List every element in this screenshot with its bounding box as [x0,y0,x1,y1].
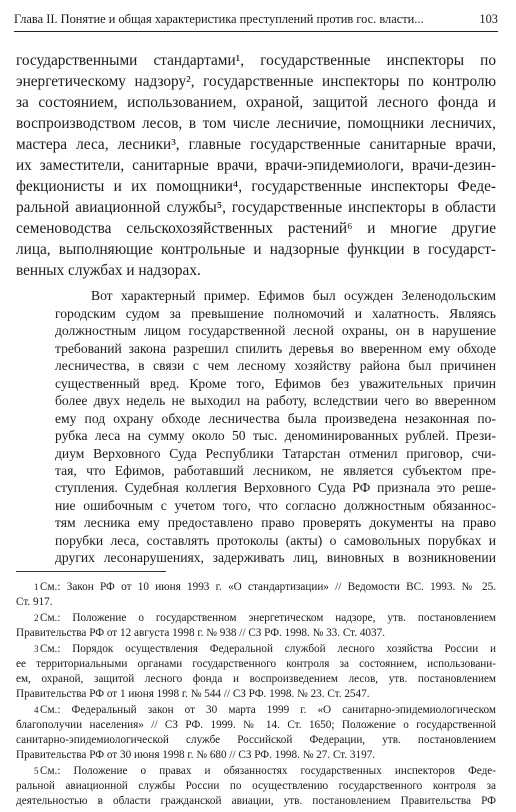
running-header [14,12,498,32]
footnote-line: ее территориальными органами государственного контроля за состоянием, использовани- [16,658,496,670]
footnote-number: 5 [34,766,39,776]
example-line: требований закона разрешил спилить деревья во вверенном ему обходе [55,341,496,356]
example-line: тям лесника ему предоставлено право проверять документы на право [55,515,496,530]
footnote-number: 3 [34,644,39,654]
example-line: более двух недель не выходил на работу, вследствии чего во вверенном [55,393,496,408]
example-line: порубки леса, составлять протоколы (акты) о самовольных порубках и [55,533,496,548]
example-line: Вот характерный пример. Ефимов был осужден Зеленодольским [91,288,496,303]
footnote-line: Правительства РФ от 12 августа 1998 г. № 938 // СЗ РФ. 1998. № 33. Ст. 4037. [16,627,385,639]
footnote-number: 2 [34,613,39,623]
footnote-line: ральной авиационной службы России по осуществлению государственного контроля за [16,780,496,792]
example-line: диум Верховного Суда Республики Татарстан отменил приговор, счи- [55,446,496,461]
body-line: фекционисты и их помощники⁴, государственные инспекторы Феде- [16,178,496,195]
example-line: ступления. Судебная коллегия Верховного Суда РФ признала это реше- [55,480,496,495]
footnote-line: Правительства РФ от 30 июня 1998 г. № 680 // СЗ РФ. 1998. № 27. Ст. 3197. [16,749,376,761]
footnote-line: ем, охраной, защитой лесного фонда и воспроизведением лесов, утв. постановлением [16,673,496,685]
header-rule [14,31,498,32]
footnote-line: 3 См.: Порядок осуществления Федеральной службой лесного хозяйства России и [16,642,496,658]
body-line: лица, выполняющие контрольные и надзорные функции в государст- [16,241,496,258]
example-line: городским судом за превышение полномочий и халатность. Являясь [55,306,496,321]
footnote-line: 5 См.: Положение о правах и обязанностях государственных инспекторов Феде- [16,764,496,780]
example-line: тая, что Ефимов, работавший лесником, не является субъектом пре- [55,463,496,478]
footnote-line: 4 См.: Федеральный закон от 30 марта 1999 г. «О санитарно-эпидемиологическом [16,703,496,719]
body-line: государственными стандартами¹, государственные инспекторы по [16,52,496,69]
footnote-line: Правительства РФ от 1 июня 1998 г. № 544 // СЗ РФ. 1998. № 23. Ст. 2547. [16,688,370,700]
footnote-number: 1 [34,582,39,592]
body-line: венных службах и надзорах. [16,262,201,279]
page-number: 103 [479,12,498,26]
body-line: их заместители, санитарные врачи, врачи-эпидемиологи, врачи-дезин- [16,157,496,174]
body-line: за состоянием, использованием, охраной, защитой лесного фонда и [16,94,496,111]
footnote-line: 1 См.: Закон РФ от 10 июня 1993 г. «О стандартизации» // Ведомости ВС. 1993. № 25. [16,580,496,596]
body-line: воспроизводством лесов, в том числе лесничие, помощники лесничих, [16,115,496,132]
example-line: ему под охрану обходе лесничества была произведена незаконная по- [55,411,496,426]
footnote-line: Ст. 917. [16,596,53,608]
footnote-line: санитарно-эпидемиологической службе Российской Федерации, утв. постановлением [16,734,496,746]
body-line: ральной авиационной службы⁵, государственные инспекторы в области [16,199,496,216]
example-line: рубка леса на сумму около 50 тыс. деноминированных рублей. Прези- [55,428,496,443]
chapter-title: Глава II. Понятие и общая характеристика преступлений против гос. власти... [14,12,424,26]
example-line: должностным лицом государственной лесной охраны, он в нарушение [55,323,496,338]
footnote-number: 4 [34,705,39,715]
example-line: ние ошибочным с учетом того, что согласно должностным обязаннос- [55,498,496,513]
body-line: мастера леса, лесники³, главные государственные санитарные врачи, [16,136,496,153]
example-line: существенный вред. Кроме того, Ефимов без уважительных причин [55,376,496,391]
example-line: других лесонарушениях, задерживать лиц, виновных в возникновении [55,550,496,565]
body-line: энергетическому надзору², государственные инспекторы по контролю [16,73,496,90]
footnote-line: 2 См.: Положение о государственном энергетическом надзоре, утв. постановлением [16,611,496,627]
footnote-rule [16,571,166,572]
example-line: лесничества, в связи с чем лесному хозяйству района был причинен [55,358,496,373]
footnote-line: благополучии населения» // СЗ РФ. 1999. № 14. Ст. 1650; Положение о государственной [16,719,496,731]
body-line: семеноводства сельскохозяйственных растений⁶ и многие другие [16,220,496,237]
footnote-line: деятельностью в области гражданской авиации, утв. постановлением Правительства РФ [16,795,496,807]
